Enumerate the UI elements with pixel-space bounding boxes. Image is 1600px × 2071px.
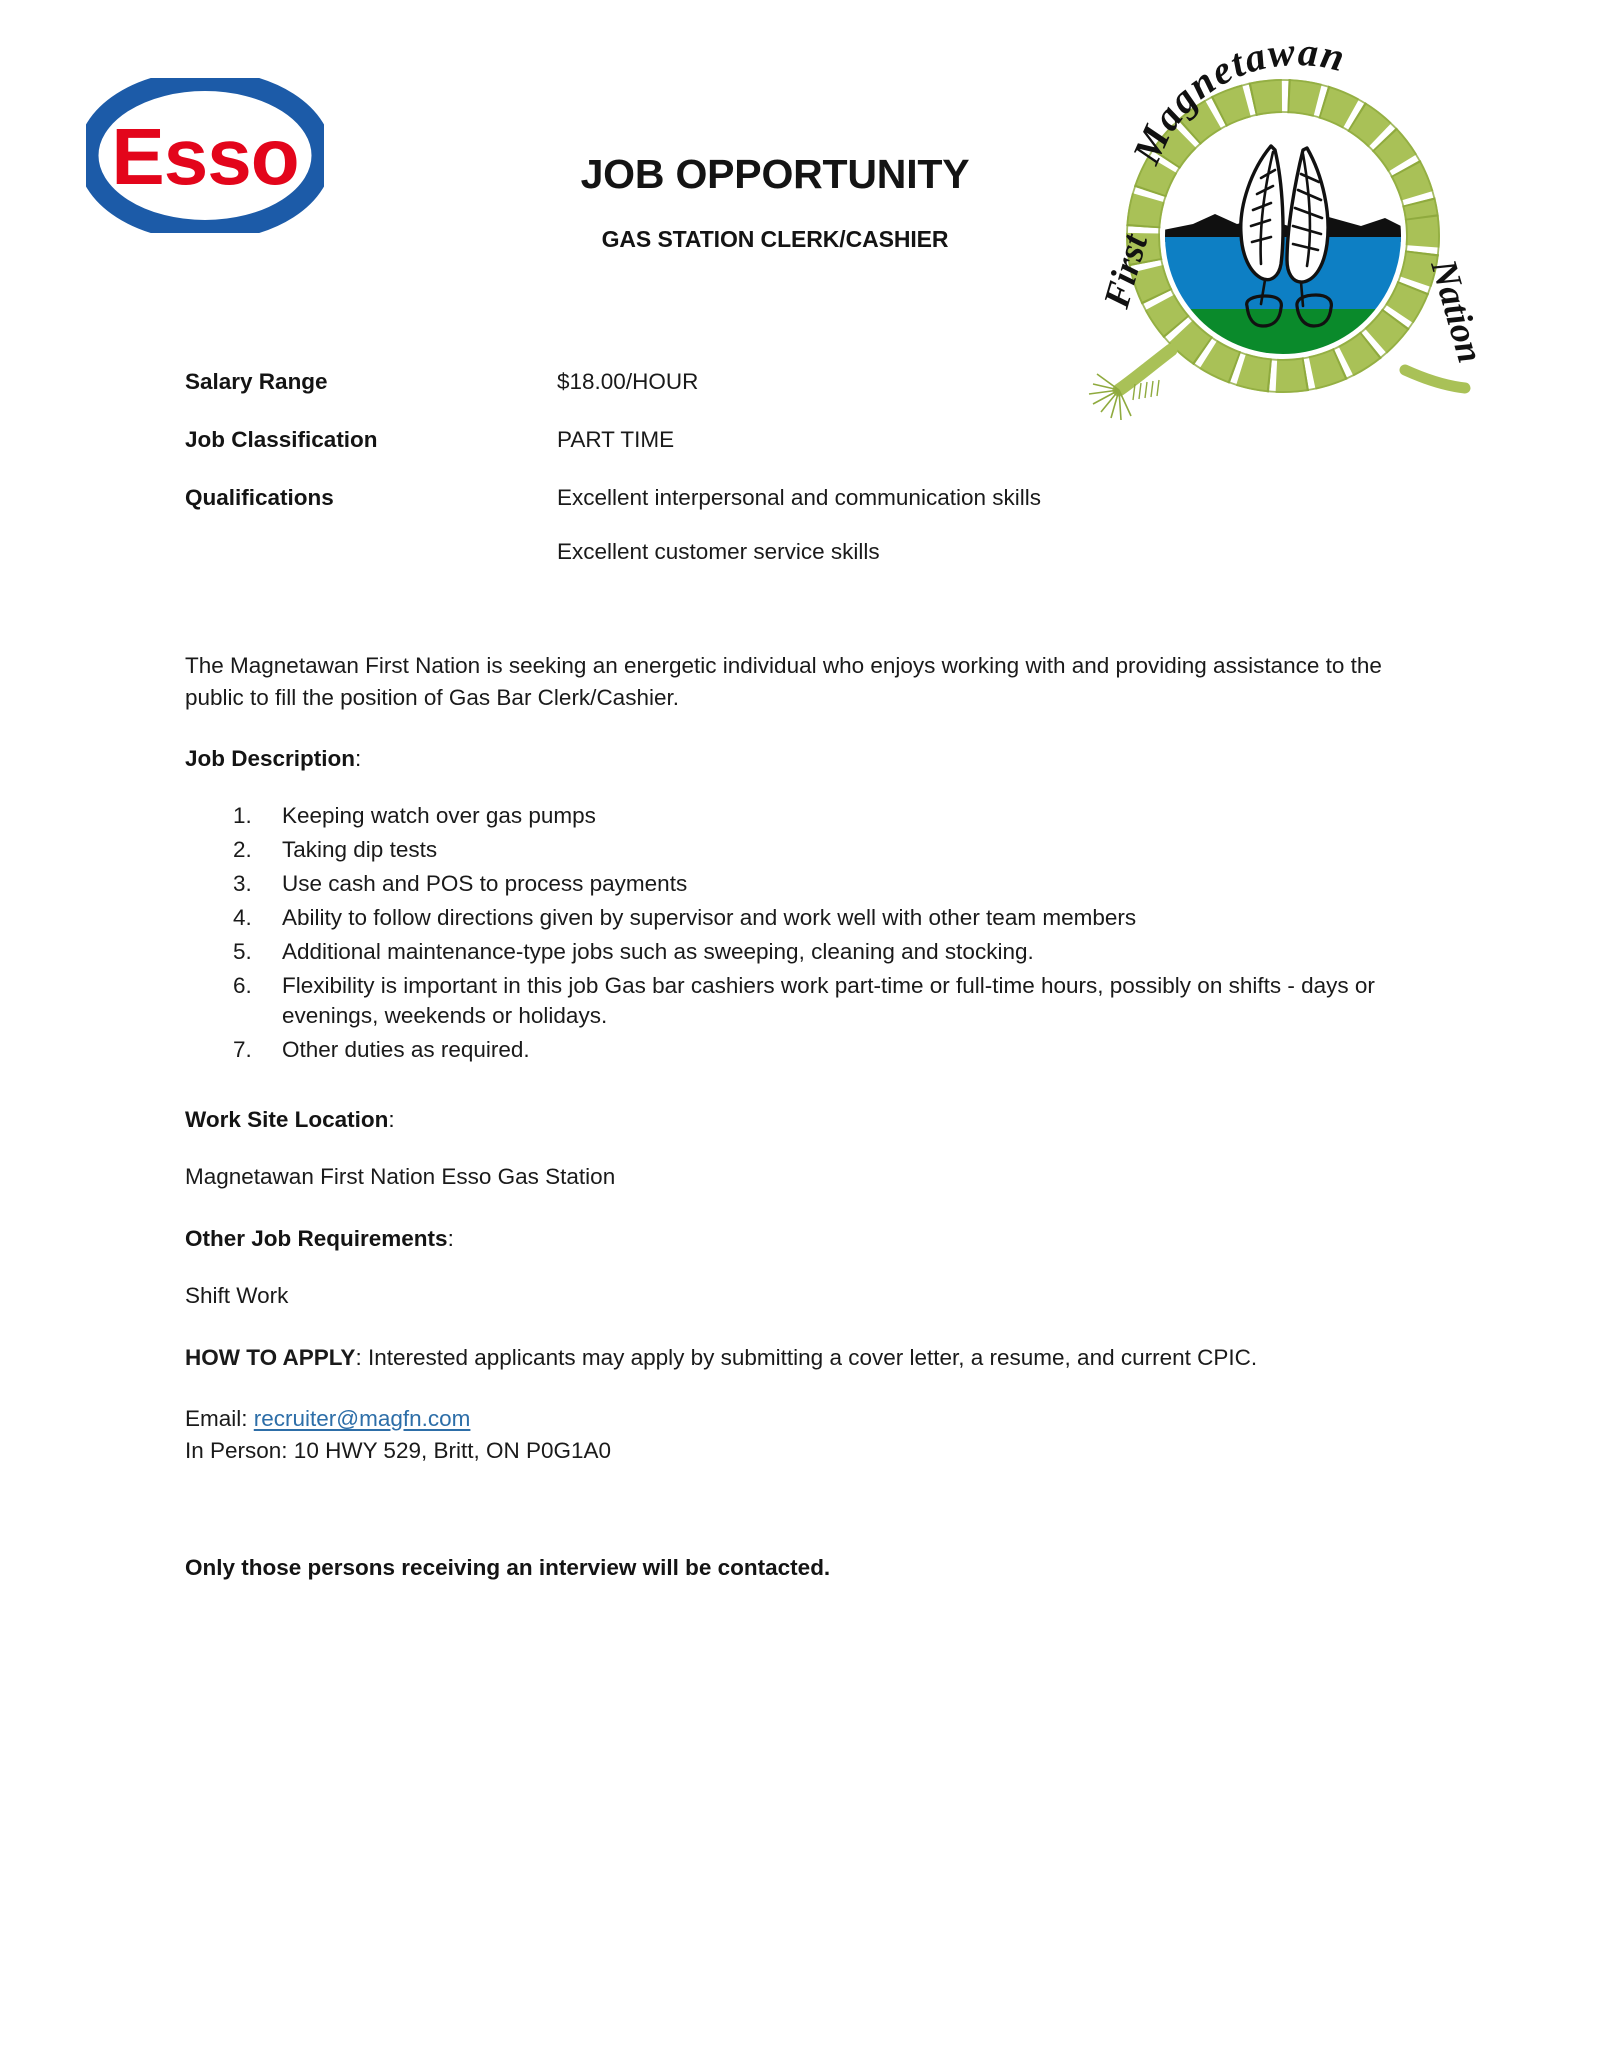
list-item-number: 7. (233, 1037, 252, 1063)
job-description-heading (185, 743, 1400, 775)
intro-paragraph: The Magnetawan First Nation is seeking an energetic individual who enjoys working with and providing assistance to the public to fill the position of Gas Bar Clerk/Cashier. (185, 653, 1382, 710)
list-item-number: 2. (233, 836, 252, 862)
page-title: JOB OPPORTUNITY (580, 151, 970, 197)
detail-value-job-classification: PART TIME (557, 427, 675, 453)
list-item (185, 835, 1400, 865)
contact-block (185, 1403, 1400, 1466)
detail-value-qualifications-1: Excellent interpersonal and communication skills (557, 485, 1041, 511)
detail-label-job-classification: Job Classification (185, 427, 378, 453)
email-line (185, 1406, 470, 1431)
crest-text-top: Magnetawan (1123, 28, 1351, 171)
detail-label-salary-range: Salary Range (185, 369, 328, 394)
closing-note: Only those persons receiving an interview will be contacted. (185, 1555, 831, 1581)
how-to-apply-paragraph (185, 1342, 1400, 1374)
work-site-location-value: Magnetawan First Nation Esso Gas Station (185, 1164, 616, 1190)
list-item (185, 937, 1400, 967)
email-label: Email: (185, 1406, 254, 1432)
list-item (185, 971, 1400, 1031)
work-site-location-heading-text: Work Site Location (185, 1106, 389, 1132)
work-site-location-heading (185, 1104, 1400, 1136)
list-item (185, 801, 1400, 831)
table-row (185, 426, 1285, 454)
list-item-text: Other duties as required. (282, 1037, 530, 1063)
list-item-number: 5. (233, 939, 252, 965)
detail-value-salary-range: $18.00/HOUR (557, 369, 699, 394)
svg-text:Esso: Esso (111, 112, 299, 201)
work-site-location-heading-colon: : (388, 1106, 395, 1132)
other-job-requirements-heading-colon: : (447, 1225, 454, 1251)
list-item-text: Ability to follow directions given by supervisor and work well with other team members (282, 904, 1137, 930)
document-body (185, 650, 1400, 1584)
list-item-number: 4. (233, 904, 252, 930)
list-item (185, 869, 1400, 899)
list-item (185, 903, 1400, 933)
job-description-heading-colon: : (355, 746, 362, 771)
list-item-number: 1. (233, 802, 252, 828)
list-item-number: 6. (233, 973, 252, 999)
job-description-list (185, 801, 1400, 1066)
crest-text-right: Nation (1422, 255, 1491, 368)
job-details-table (185, 368, 1285, 597)
job-description-heading-text: Job Description (185, 746, 356, 771)
table-row (185, 484, 1285, 566)
crest-text-left: First (1096, 230, 1157, 313)
how-to-apply-heading: HOW TO APPLY (185, 1344, 356, 1370)
email-link[interactable]: recruiter@magfn.com (253, 1406, 471, 1432)
how-to-apply-body: : Interested applicants may apply by submitting a cover letter, a resume, and current CPIC. (355, 1344, 1258, 1370)
list-item-text: Taking dip tests (282, 836, 438, 862)
in-person-line: In Person: 10 HWY 529, Britt, ON P0G1A0 (185, 1437, 612, 1463)
title-block (420, 150, 1130, 253)
detail-label-qualifications: Qualifications (185, 485, 334, 511)
other-job-requirements-heading (185, 1223, 1400, 1255)
list-item (185, 1035, 1400, 1065)
esso-logo (86, 78, 324, 233)
list-item-number: 3. (233, 870, 252, 896)
other-job-requirements-heading-text: Other Job Requirements (185, 1225, 448, 1251)
magnetawan-first-nation-crest (1075, 18, 1495, 428)
list-item-text: Keeping watch over gas pumps (282, 802, 596, 828)
detail-value-qualifications-2: Excellent customer service skills (557, 539, 880, 565)
page-subtitle: GAS STATION CLERK/CASHIER (601, 226, 949, 253)
list-item-text: Additional maintenance-type jobs such as sweeping, cleaning and stocking. (282, 939, 1034, 965)
other-job-requirements-value: Shift Work (185, 1283, 289, 1309)
table-row (185, 368, 1285, 396)
list-item-text: Flexibility is important in this job Gas bar cashiers work part-time or full-time hours, possibly on shifts - days or evenings, weekends or holidays. (282, 973, 1375, 1029)
list-item-text: Use cash and POS to process payments (282, 870, 688, 896)
